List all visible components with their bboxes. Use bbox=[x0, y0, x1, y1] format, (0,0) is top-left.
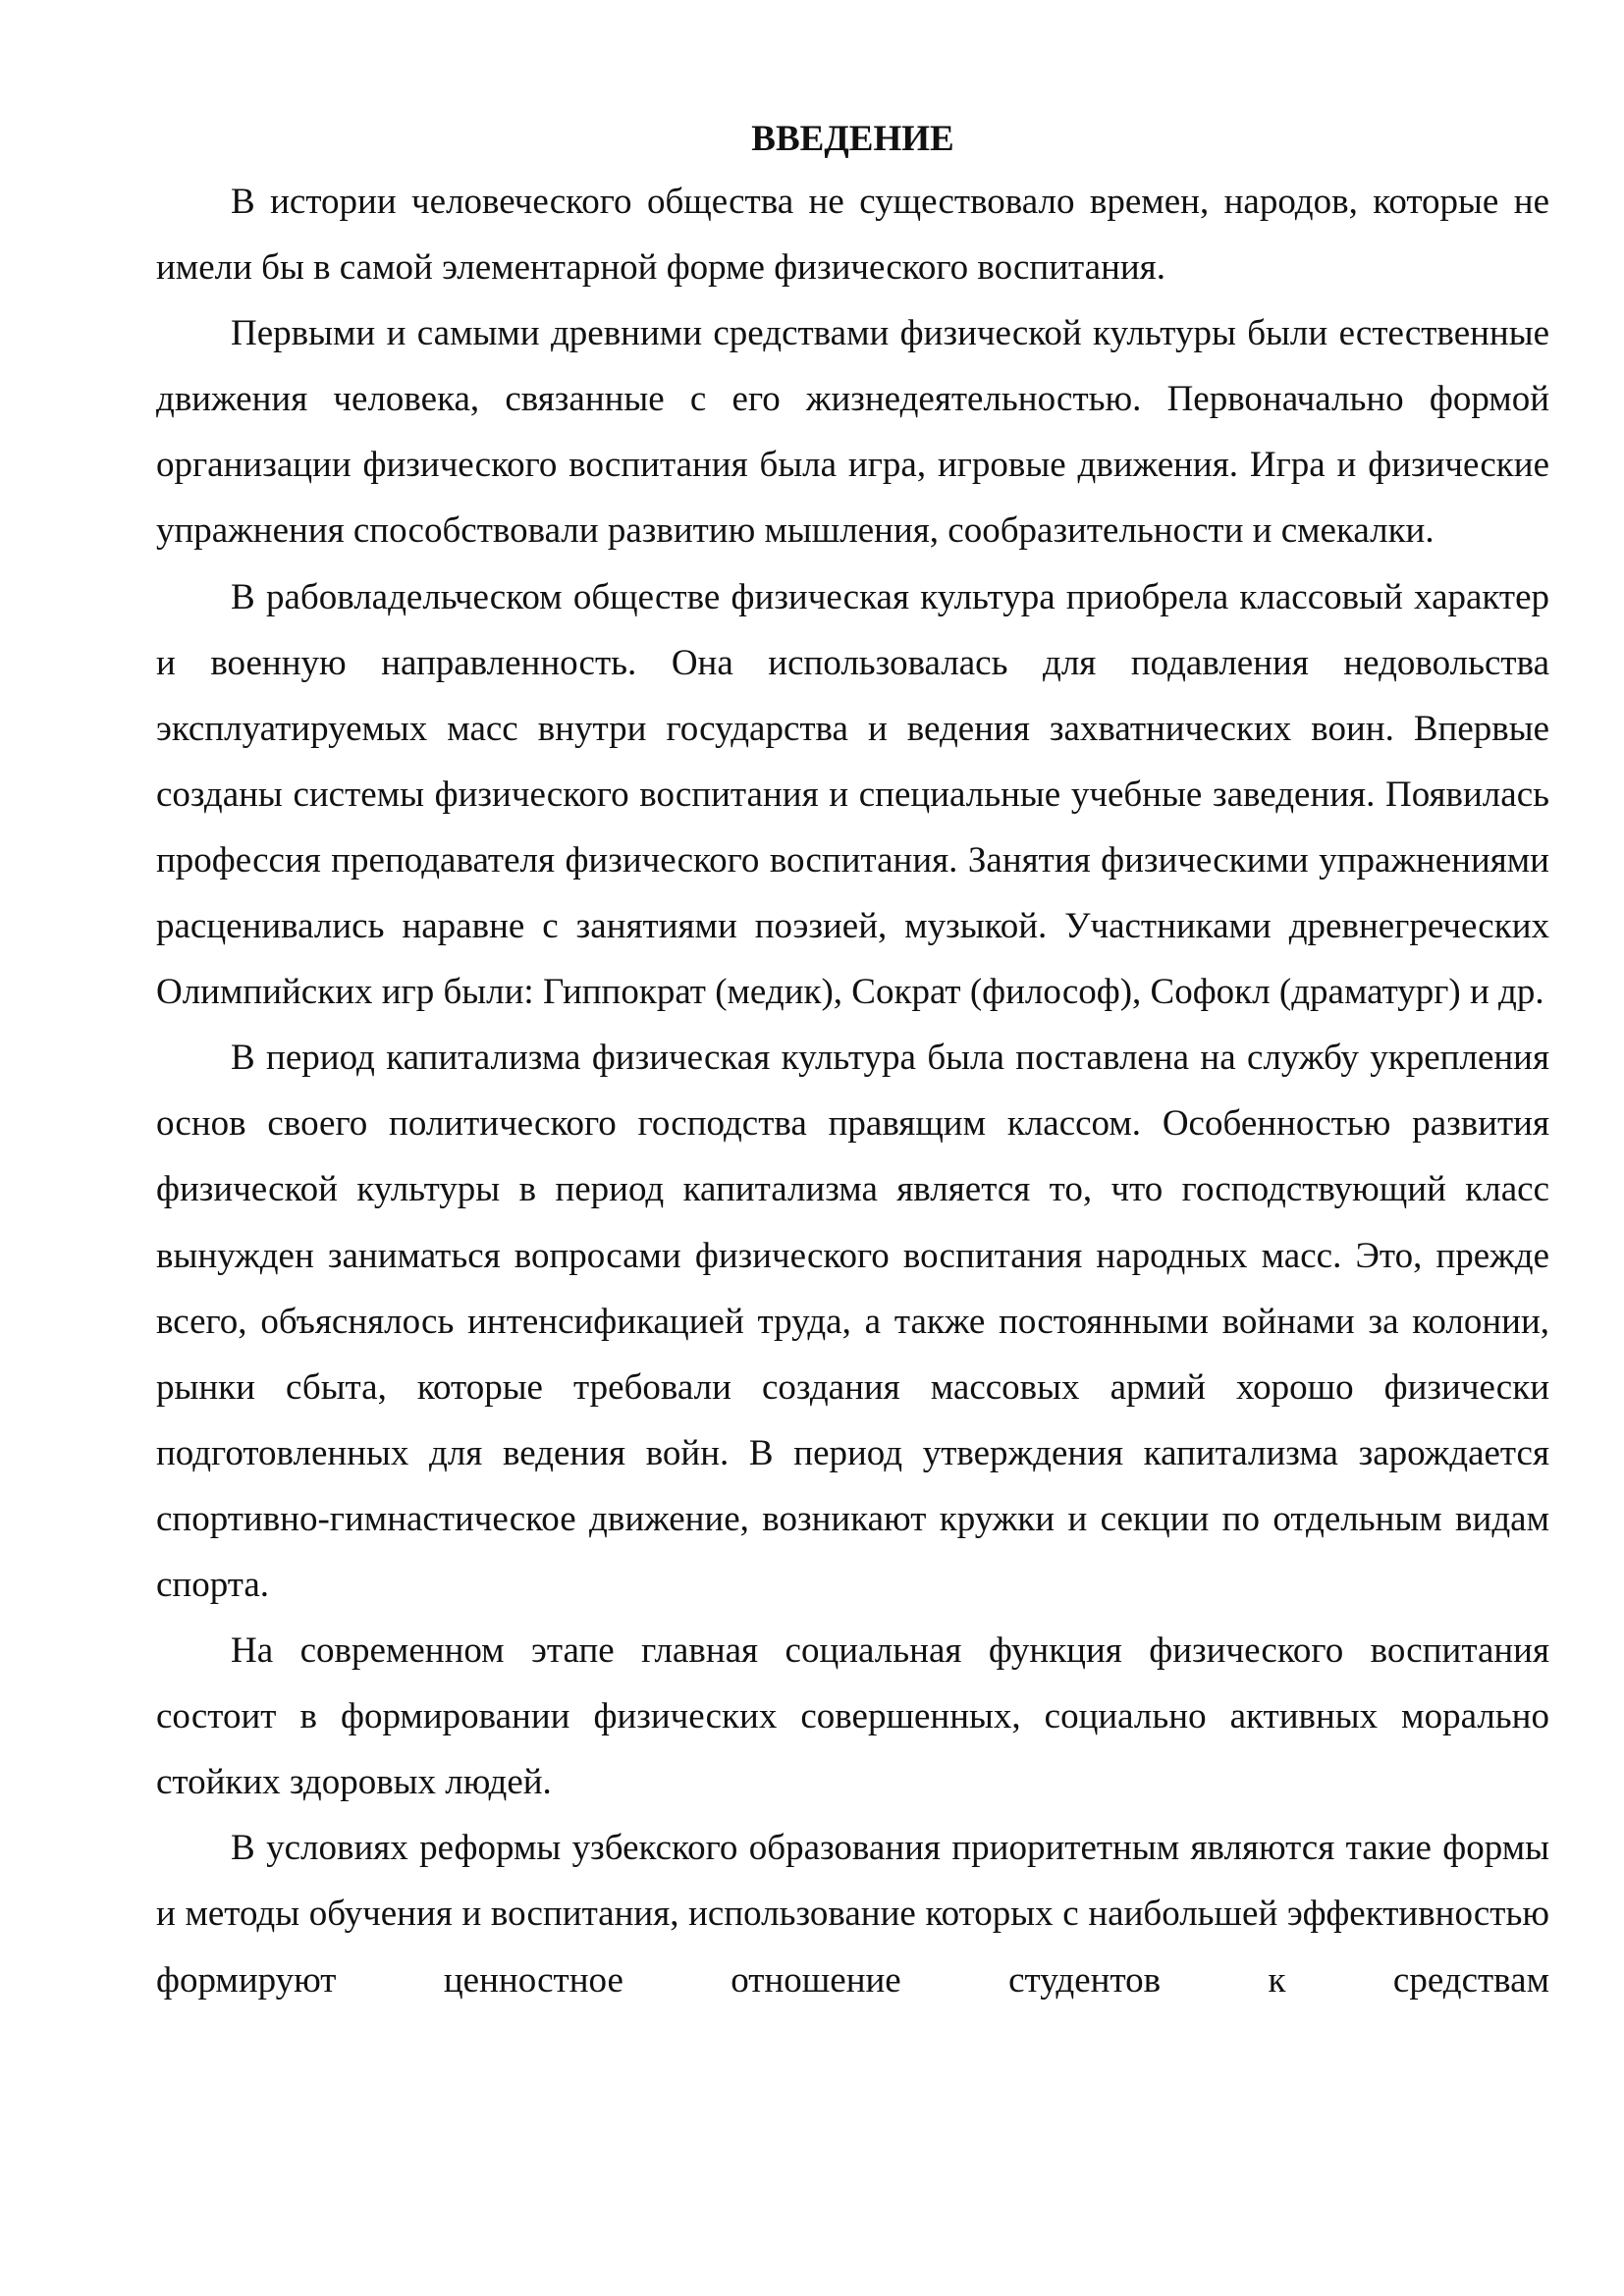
paragraph-ancient-means: Первыми и самыми древними средствами физической культуры были естественные движения человека, связанные с его жизнедеятельностью. Первоначально формой организации физического воспитания была игра, игровые движения. Игра и физические упражнения способствовали развитию мышления, сообразительности и смекалки. bbox=[156, 313, 1549, 552]
document-body bbox=[156, 110, 1549, 2013]
paragraph-intro: В истории человеческого общества не существовало времен, народов, которые не имели бы в самой элементарной форме физического воспитания. bbox=[156, 182, 1549, 289]
paragraph-uzbek-reform: В условиях реформы узбекского образования приоритетным являются такие формы и методы обучения и воспитания, использование которых с наибольшей эффективностью формируют ценностное отношение студентов к средствам bbox=[156, 1828, 1549, 2001]
paragraph-modern-stage: На современном этапе главная социальная функция физического воспитания состоит в формировании физических совершенных, социально активных морально стойких здоровых людей. bbox=[156, 1630, 1549, 1803]
paragraph-capitalism: В период капитализма физическая культура была поставлена на службу укрепления основ своего политического господства правящим классом. Особенностью развития физической культуры в период капитализма является то, что господствующий класс вынужден заниматься вопросами физического воспитания народных масс. Это, прежде всего, объяснялось интенсификацией труда, а также постоянными войнами за колонии, рынки сбыта, которые требовали создания массовых армий хорошо физически подготовленных для ведения войн. В период утверждения капитализма зарождается спортивно-гимнастическое движение, возникают кружки и секции по отдельным видам спорта. bbox=[156, 1038, 1549, 1605]
paragraph-slave-society: В рабовладельческом обществе физическая культура приобрела классовый характер и военную направленность. Она использовалась для подавления недовольства эксплуатируемых масс внутри государства и ведения захватнических воин. Впервые созданы системы физического воспитания и специальные учебные заведения. Появилась профессия преподавателя физического воспитания. Занятия физическими упражнениями расценивались наравне с занятиями поэзией, музыкой. Участниками древнегреческих Олимпийских игр были: Гиппократ (медик), Сократ (философ), Софокл (драматург) и др. bbox=[156, 576, 1549, 1013]
page-title: ВВЕДЕНИЕ bbox=[751, 119, 954, 159]
